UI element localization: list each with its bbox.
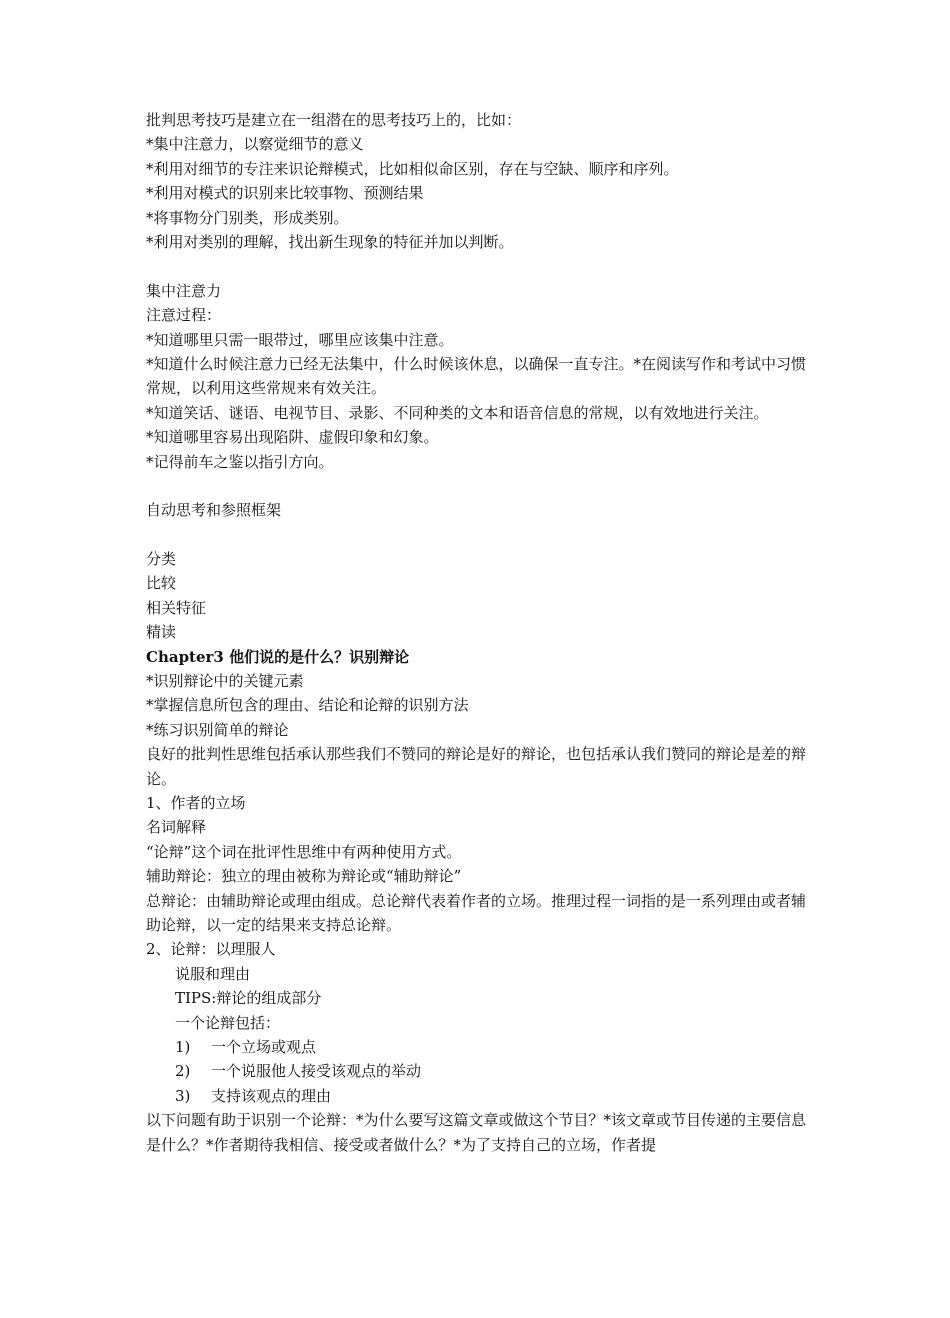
text-line: 批判思考技巧是建立在一组潜在的思考技巧上的，比如： [146, 111, 522, 129]
blank-line [146, 474, 806, 498]
bullet-line: *识别辩论中的关键元素 [146, 672, 304, 691]
item-text: 支持该观点的理由 [211, 1086, 332, 1105]
text-line: 注意过程： [146, 306, 222, 325]
bullet-line: *利用对类别的理解，找出新生现象的特征并加以判断。 [146, 232, 514, 251]
indented-line: 一个论辩包括： [175, 1013, 281, 1032]
text-line: “论辩”这个词在批评性思维中有两种使用方式。 [146, 842, 462, 861]
bullet-line: *利用对细节的专注来识论辩模式，比如相似命区别，存在与空缺、顺序和序列。 [146, 159, 679, 178]
bullet-line: *将事物分门别类，形成类别。 [146, 208, 349, 227]
indented-line: TIPS:辩论的组成部分 [175, 989, 322, 1008]
numbered-item [146, 1059, 806, 1083]
bullet-line: *掌握信息所包含的理由、结论和论辩的识别方法 [146, 696, 469, 715]
text-line: 相关特征 [146, 598, 207, 617]
blank-line [146, 523, 806, 547]
section-heading: 1、作者的立场 [146, 794, 246, 813]
text-line: 分类 [146, 550, 177, 569]
bullet-line: *知道哪里只需一眼带过，哪里应该集中注意。 [146, 330, 454, 349]
item-number: 3) [175, 1086, 191, 1105]
item-number: 1) [175, 1037, 191, 1056]
bullet-line: *集中注意力，以察觉细节的意义 [146, 135, 364, 154]
section-heading: 集中注意力 [146, 281, 222, 300]
paragraph: 总辩论：由辅助辩论或理由组成。总论辩代表着作者的立场。推理过程一词指的是一系列理由或者辅助论辩，以一定的结果来支持总论辩。 [146, 891, 807, 934]
document-body [146, 108, 806, 1157]
bullet-paragraph: *知道什么时候注意力已经无法集中，什么时候该休息，以确保一直专注。*在阅读写作和考试中习惯常规，以利用这些常规来有效关注。 [146, 354, 807, 398]
numbered-item [146, 1084, 806, 1108]
text-line: 精读 [146, 623, 177, 642]
bullet-paragraph: *知道笑话、谜语、电视节目、录影、不同种类的文本和语音信息的常规，以有效地进行关注。 [146, 403, 769, 422]
item-number: 2) [175, 1062, 191, 1081]
paragraph: 以下问题有助于识别一个论辩：*为什么要写这篇文章或做这个节目？*该文章或节目传递的主要信息是什么？*作者期待我相信、接受或者做什么？*为了支持自己的立场，作者提 [146, 1111, 807, 1154]
text-line: 名词解释 [146, 818, 207, 837]
bullet-line: *利用对模式的识别来比较事物、预测结果 [146, 184, 424, 203]
blank-line [146, 254, 806, 278]
bullet-line: *练习识别简单的辩论 [146, 720, 289, 739]
chapter-heading: Chapter3 他们说的是什么？识别辩论 [146, 647, 410, 666]
paragraph: 良好的批判性思维包括承认那些我们不赞同的辩论是好的辩论，也包括承认我们赞同的辩论是差的辩论。 [146, 745, 807, 788]
indented-line: 说服和理由 [175, 964, 251, 983]
item-text: 一个立场或观点 [211, 1037, 317, 1056]
text-line: 辅助辩论：独立的理由被称为辩论或“辅助辩论” [146, 867, 462, 886]
text-line: 比较 [146, 574, 177, 593]
section-heading: 2、论辩：以理服人 [146, 940, 276, 959]
section-heading: 自动思考和参照框架 [146, 501, 282, 520]
bullet-line: *知道哪里容易出现陷阱、虚假印象和幻象。 [146, 428, 439, 447]
numbered-item [146, 1035, 806, 1059]
bullet-line: *记得前车之鉴以指引方向。 [146, 452, 334, 471]
item-text: 一个说服他人接受该观点的举动 [211, 1062, 422, 1081]
